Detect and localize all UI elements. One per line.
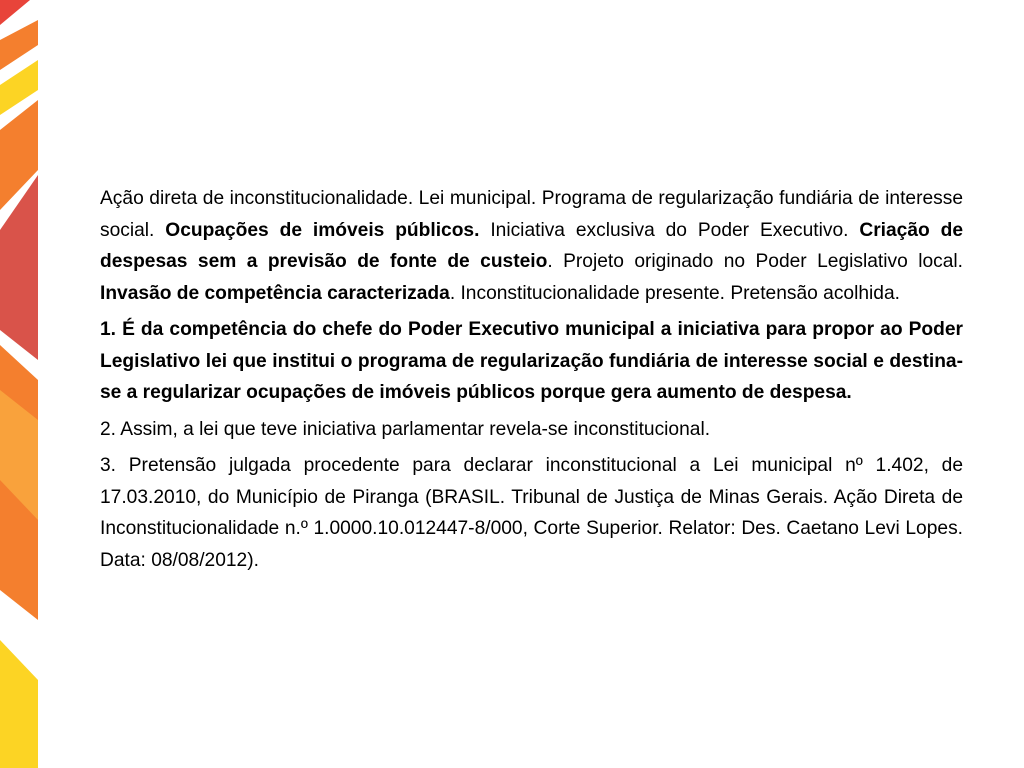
paragraph-1 [100,183,963,309]
text-segment: . Inconstitucionalidade presente. Pretensão acolhida. [449,282,900,304]
paragraph-3 [100,414,963,446]
decorative-stripes [0,0,40,768]
bold-text: Criação de despesas sem a previsão de fonte de custeio [100,219,964,272]
text-segment: . Projeto originado no Poder Legislativo local. [547,251,963,272]
text-segment: Ação direta de inconstitucionalidade. Lei municipal. Programa de regularização fundiária de interesse social. [100,188,963,241]
text-segment: 3. Pretensão julgada procedente para declarar inconstitucional a Lei municipal nº 1.402, de 17.03.2010, do Município de Piranga (BRASIL. Tribunal de Justiça de Minas Gerais. Ação Direta de Inconstitucionalidade n.º 1.0000.10.012447-8/000, Corte Superior. Relator: Des. Caetano Levi Lopes. Data: 08/08/2012). [100,455,963,571]
paragraph-4 [100,450,963,576]
paragraph-2 [100,314,963,409]
stripe-bottom-yellow [0,640,38,768]
text-segment: Iniciativa exclusiva do Poder Executivo. [479,219,860,241]
bold-text: Ocupações de imóveis públicos. [165,219,480,241]
bold-text: Invasão de competência caracterizada [100,282,450,304]
document-body [100,183,963,581]
stripe-top-red [0,0,30,25]
text-segment: 2. Assim, a lei que teve iniciativa parlamentar revela-se inconstitucional. [100,418,711,440]
stripe-top-orange [0,20,38,70]
bold-text: 1. É da competência do chefe do Poder Executivo municipal a iniciativa para propor ao Poder Legislativo lei que institui o programa de regularização fundiária de interesse social e destina-se a regularizar ocupações de imóveis públicos porque gera aumento de despesa. [100,319,963,403]
